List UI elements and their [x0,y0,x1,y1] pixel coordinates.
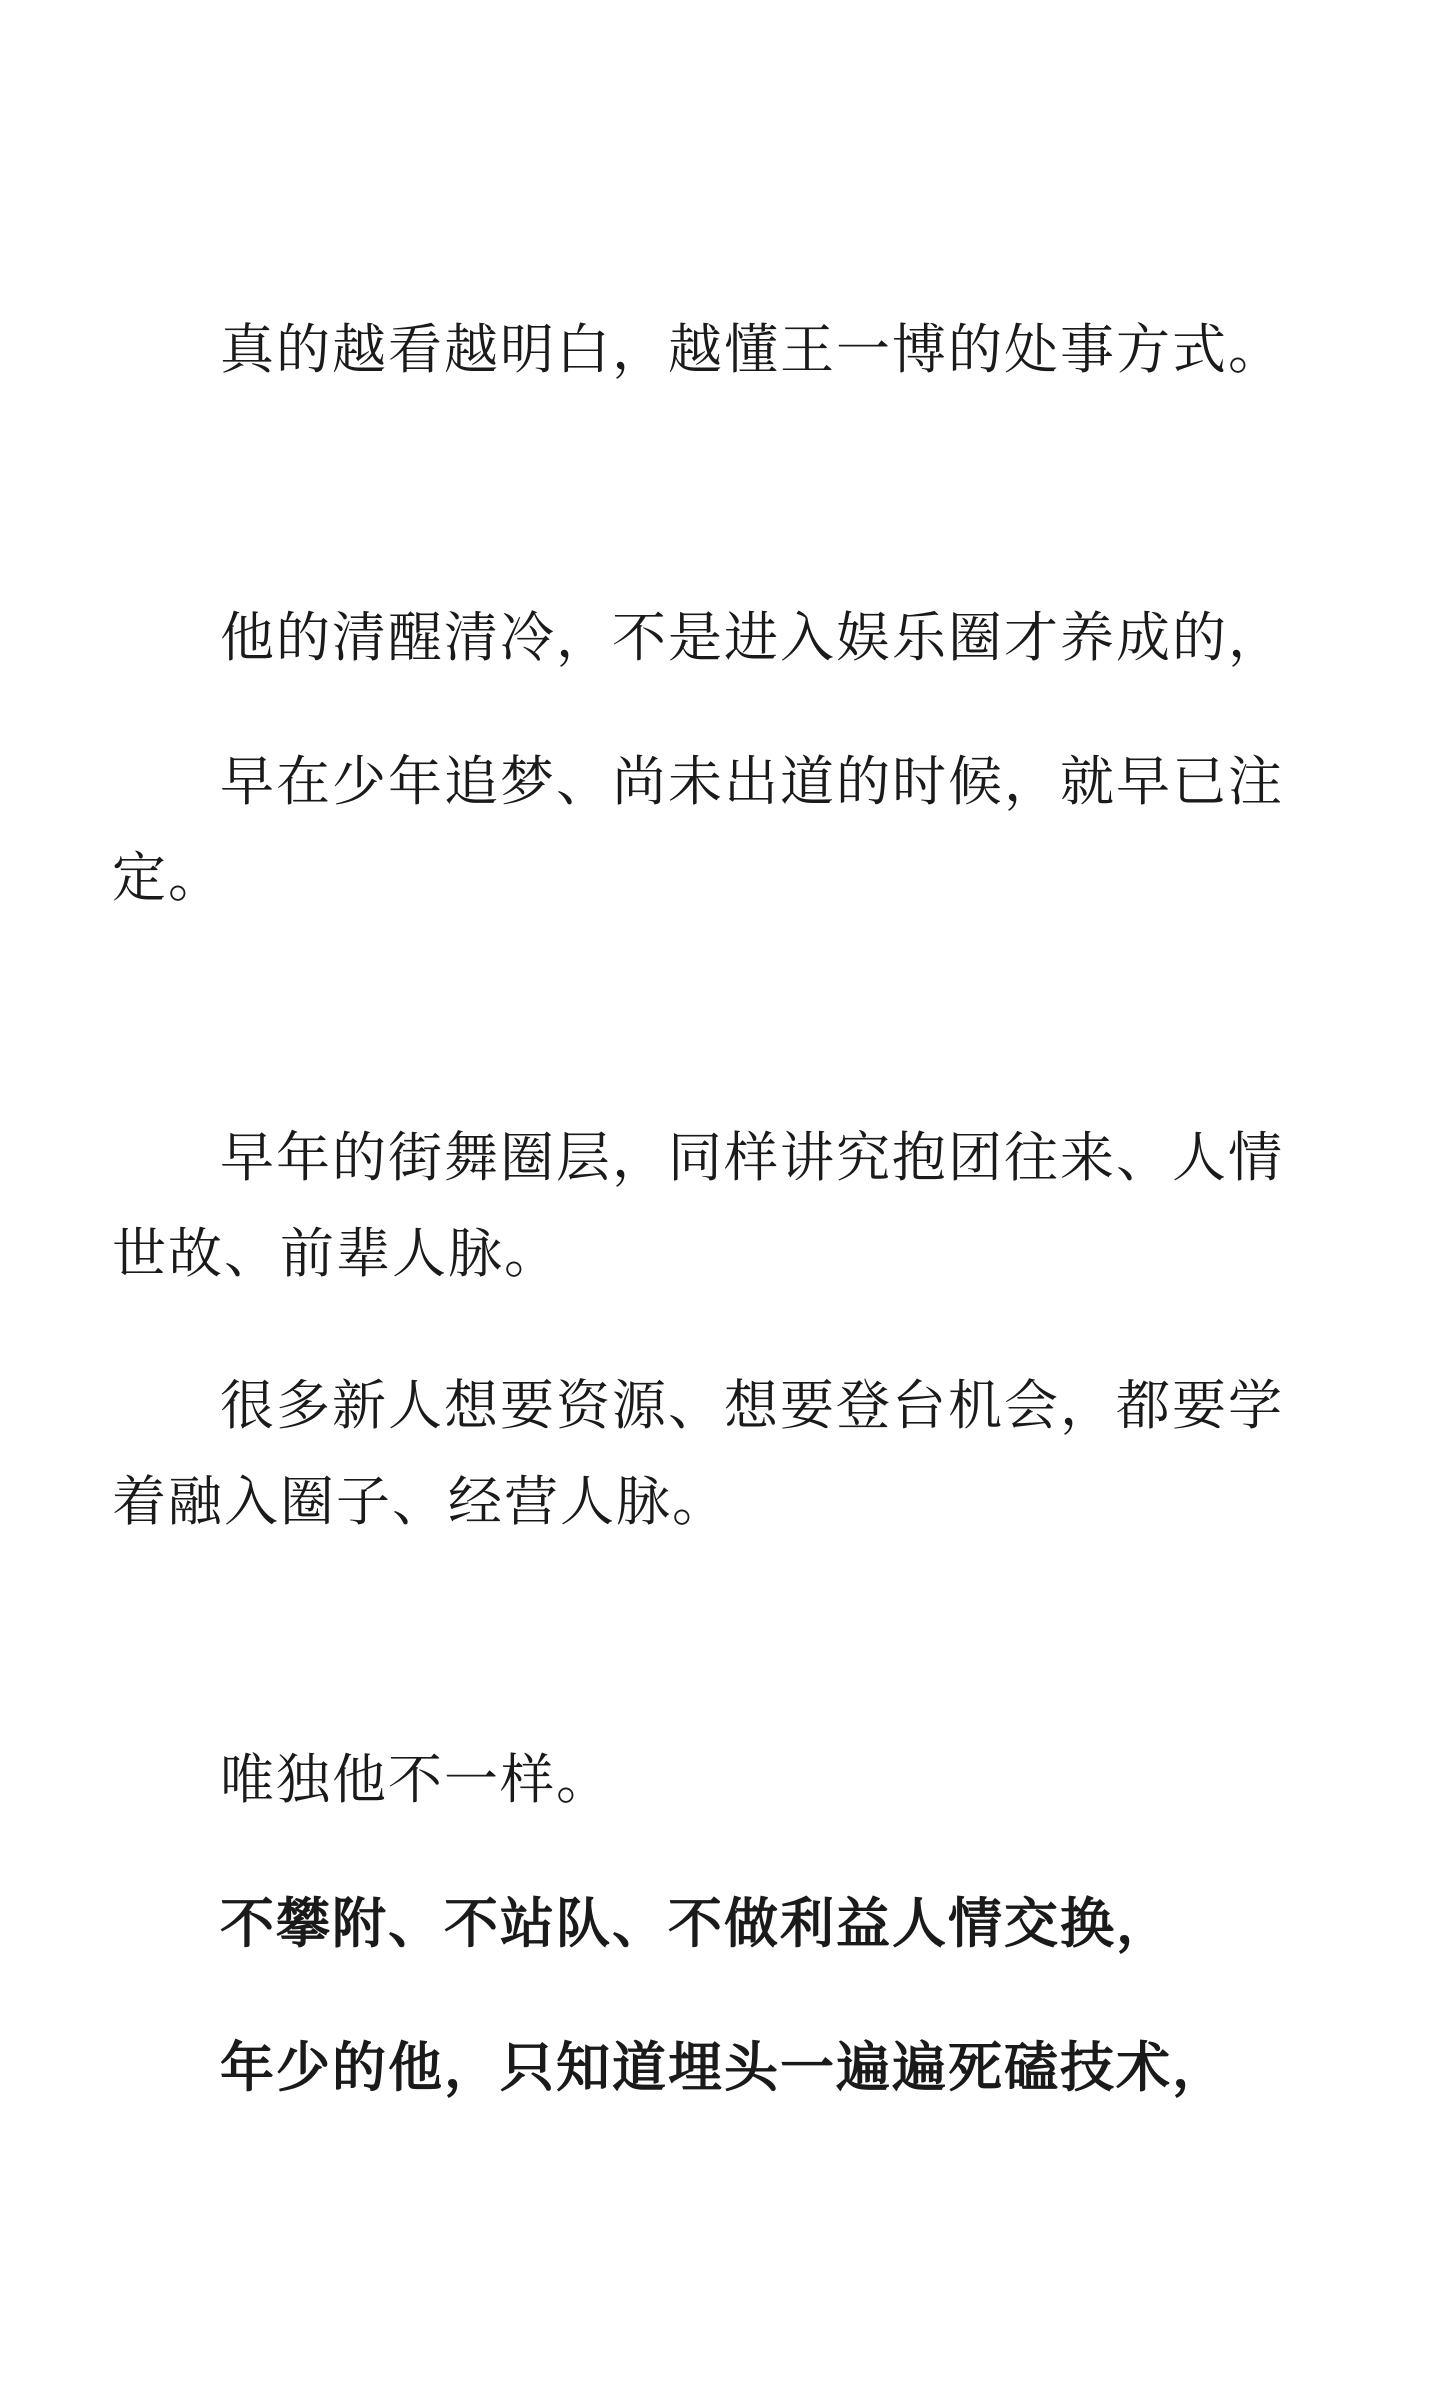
bold-paragraph: 不攀附、不站队、不做利益人情交换， [220,1892,1172,1955]
paragraph: 很多新人想要资源、想要登台机会，都要学着融入圈子、经营人脉。 [112,1374,1284,1533]
paragraph: 唯独他不一样。 [220,1748,612,1811]
bold-paragraph: 年少的他，只知道埋头一遍遍死磕技术， [220,2036,1228,2099]
article-body [112,0,1328,2400]
paragraph: 他的清醒清冷，不是进入娱乐圈才养成的， [220,606,1284,669]
paragraph: 早年的街舞圈层，同样讲究抱团往来、人情世故、前辈人脉。 [112,1126,1284,1285]
paragraph: 真的越看越明白，越懂王一博的处事方式。 [220,318,1284,381]
paragraph: 早在少年追梦、尚未出道的时候，就早已注定。 [112,750,1284,909]
